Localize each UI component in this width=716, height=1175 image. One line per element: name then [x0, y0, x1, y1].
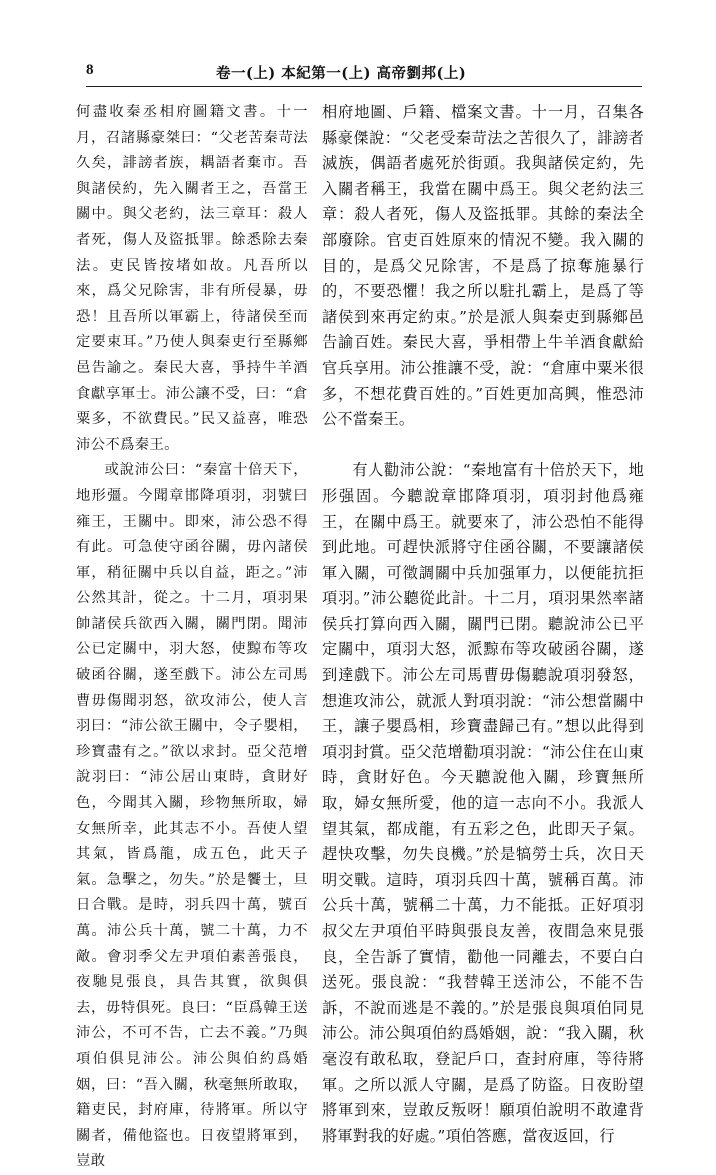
original-text-column — [76, 100, 308, 1175]
page-number: 8 — [86, 62, 94, 78]
translation-paragraph-1: 相府地圖、戶籍、檔案文書。十一月，召集各縣豪傑說：“父老受秦苛法之苦很久了，誹謗者滅族，偶語者處死於街頭。我與諸侯定約，先入關者稱王，我當在關中爲王。與父老約法三章：殺人者死，傷人及盜抵罪。其餘的秦法全部廢除。官吏百姓原來的情況不變。我入關的目的，是爲父兄除害，不是爲了掠奪施暴行的，不要恐懼！我之所以駐扎霸上，是爲了等諸侯到來再定約束。”於是派人與秦吏到縣鄉邑告諭百姓。秦民大喜，爭相帶上牛羊酒食獻給官兵享用。沛公推讓不受，說：“倉庫中粟米很多，不想花費百姓的。”百姓更加高興，惟恐沛公不當秦王。 — [322, 103, 644, 429]
header-rule — [86, 86, 642, 87]
original-paragraph-1: 何盡收秦丞相府圖籍文書。十一月，召諸縣豪桀曰：“父老苦秦苛法久矣，誹謗者族，耦語者棄市。吾與諸侯約，先入關者王之，吾當王關中。與父老約，法三章耳：殺人者死，傷人及盜抵罪。餘悉除去秦法。吏民皆按堵如故。凡吾所以來，爲父兄除害，非有所侵暴，毋恐！且吾所以軍霸上，待諸侯至而定要束耳。”乃使人與秦吏行至縣鄉邑告諭之。秦民大喜，爭持牛羊酒食獻享軍士。沛公讓不受，曰：“倉粟多，不欲費民。”民又益喜，唯恐沛公不爲秦王。 — [76, 104, 308, 453]
translation-column — [322, 100, 644, 1149]
running-title: 卷一(上) 本紀第一(上) 高帝劉邦(上) — [216, 65, 467, 82]
original-paragraph-2: 或說沛公曰：“秦富十倍天下，地形彊。今聞章邯降項羽，羽號曰雍王，王關中。即來，沛公恐不得有此。可急使守函谷關，毋內諸侯軍，稍征關中兵以自益，距之。”沛公然其計，從之。十二月，項羽果帥諸侯兵欲西入關，關門閉。聞沛公已定關中，羽大怒，使黥布等攻破函谷關，遂至戲下。沛公左司馬曹毋傷聞羽怒，欲攻沛公，使人言羽曰：“沛公欲王關中，令子嬰相，珍寶盡有之。”欲以求封。亞父范增說羽曰：“沛公居山東時，貪財好色，今聞其入關，珍物無所取，婦女無所幸，此其志不小。吾使人望其氣，皆爲龍，成五色，此天子氣。急擊之，勿失。”於是饗士，旦日合戰。是時，羽兵四十萬，號百萬。沛公兵十萬，號二十萬，力不敵。會羽季父左尹項伯素善張良，夜馳見張良，具告其實，欲與俱去，毋特俱死。良曰：“臣爲韓王送沛公，不可不告，亡去不義。”乃與項伯俱見沛公。沛公與伯約爲婚姻，曰：“吾入關，秋毫無所敢取，籍吏民，封府庫，待將軍。所以守關者，備他盜也。日夜望將軍到，豈敢 — [76, 462, 308, 1170]
translation-paragraph-2: 有人勸沛公說：“秦地富有十倍於天下，地形强固。今聽說章邯降項羽，項羽封他爲雍王，在關中爲王。就要來了，沛公恐怕不能得到此地。可趕快派將守住函谷關，不要讓諸侯軍入關，可徵調關中兵加强軍力，以便能抗拒項羽。”沛公聽從此計。十二月，項羽果然率諸侯兵打算向西入關，關門已閉。聽說沛公已平定關中，項羽大怒，派黥布等攻破函谷關，遂到達戲下。沛公左司馬曹毋傷聽說項羽發怒，想進攻沛公，就派人對項羽說：“沛公想當關中王，讓子嬰爲相，珍寶盡歸己有。”想以此得到項羽封賞。亞父范增勸項羽說：“沛公住在山東時，貪財好色。今天聽說他入關，珍寶無所取，婦女無所愛，他的這一志向不小。我派人望其氣，都成龍，有五彩之色，此即天子氣。趕快攻擊，勿失良機。”於是犒勞士兵，次日天明交戰。這時，項羽兵四十萬，號稱百萬。沛公兵十萬，號稱二十萬，力不能抵。正好項羽叔父左尹項伯平時與張良友善，夜間急來見張良，全告訴了實情，勸他一同離去，不要白白送死。張良說：“我替韓王送沛公，不能不告訴，不說而逃是不義的。”於是張良與項伯同見沛公。沛公與項伯約爲婚姻，說：“我入關，秋毫沒有敢私取，登記戶口，查封府庫，等待將軍。之所以派人守關，是爲了防盜。日夜盼望將軍到來，豈敢反叛呀！願項伯說明不敢違背將軍對我的好處。”項伯答應，當夜返回，行 — [322, 461, 644, 1145]
page-header — [86, 60, 642, 84]
